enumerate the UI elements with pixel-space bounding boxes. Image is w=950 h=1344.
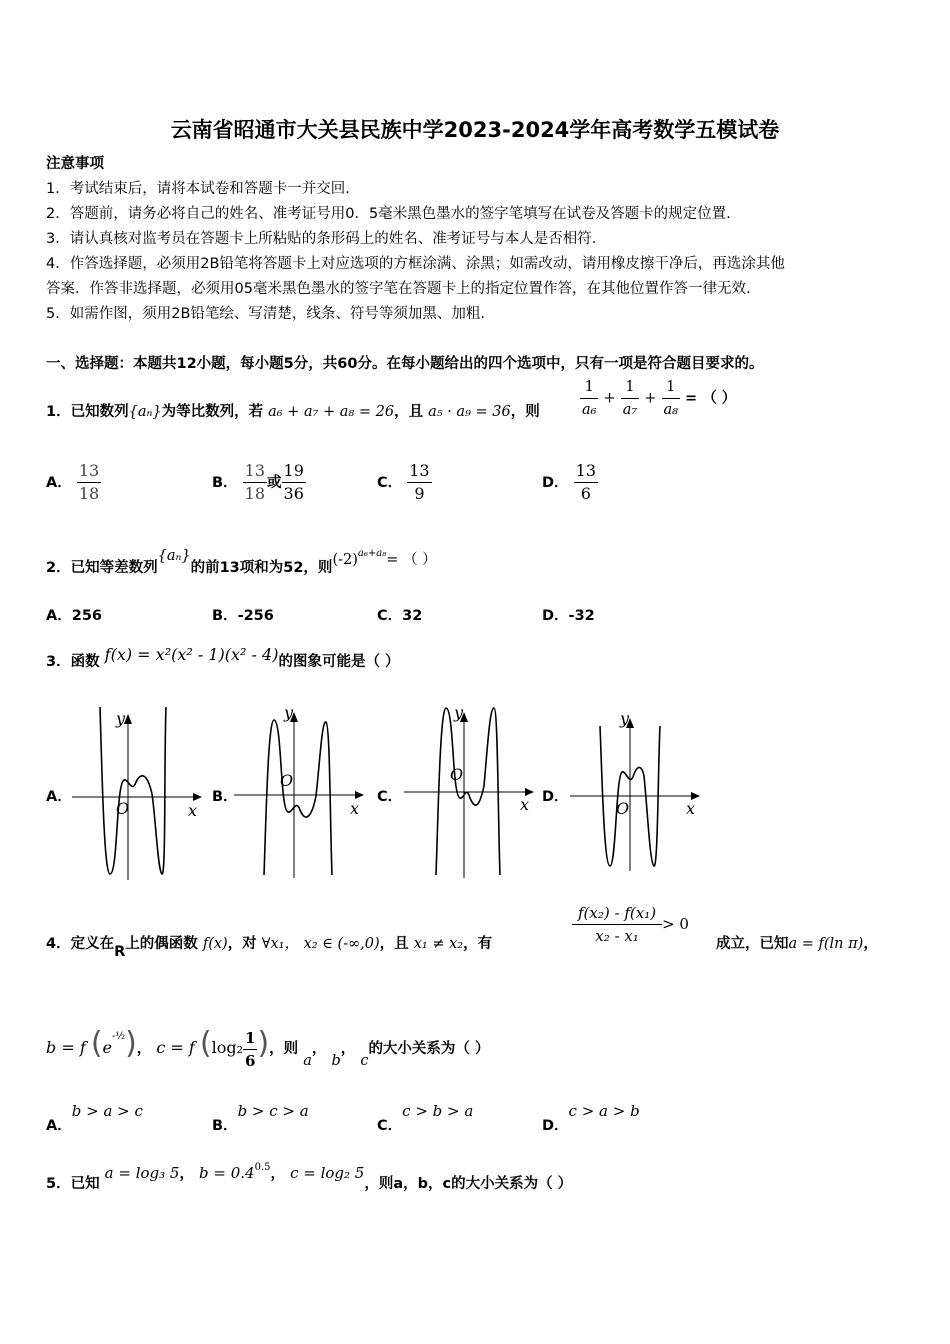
q4-end: 的大小关系为（ ） <box>368 1041 490 1057</box>
option-label: B． <box>212 1118 238 1134</box>
q4-b-e: e <box>102 1038 112 1057</box>
q3-graph-c[interactable] <box>404 700 539 880</box>
q1-eq2: a₅ · a₉ = 36 <box>428 404 511 420</box>
q1-option-b[interactable] <box>212 460 306 505</box>
q3-option-c-label[interactable]: C． <box>377 789 403 805</box>
q4-vc: c <box>360 1053 369 1069</box>
arrow-icon <box>355 791 364 799</box>
notes-heading: 注意事项 <box>46 156 104 172</box>
q3-graph-d[interactable] <box>570 706 705 876</box>
question-2 <box>46 548 437 577</box>
q5-c: c = log₂ 5 <box>290 1164 365 1182</box>
note-item: 答案．作答非选择题，必须用05毫米黑色墨水的签字笔在答题卡上的指定位置作答，在其他位置作答一律无效. <box>46 281 751 297</box>
q4-mid5: 成立，已知 <box>716 936 789 952</box>
q4-option-c[interactable] <box>377 1100 474 1134</box>
q2-seq: {aₙ} <box>157 548 191 564</box>
fraction: $\frac{1}{\text{a₇}}$ <box>621 376 639 421</box>
q4-vb: b <box>331 1053 341 1069</box>
q4-R: R <box>114 944 126 960</box>
q3-end: 的图象可能是（ ） <box>278 654 400 670</box>
q4-pre: 4．定义在 <box>46 936 115 952</box>
q1-mid3: ，则 <box>510 404 540 420</box>
option-value: 256 <box>71 608 103 624</box>
option-value: c > a > b <box>568 1102 640 1120</box>
q4-mid4: ，有 <box>463 936 493 952</box>
q3-graph-b[interactable] <box>234 700 369 880</box>
plus-sign: + <box>603 390 616 407</box>
fraction: $\frac{19}{36}$ <box>283 461 304 503</box>
option-label: A． <box>46 475 72 491</box>
fraction: $\frac{13}{18}$ <box>78 461 100 503</box>
x-label: x <box>188 801 198 820</box>
q4-inequality <box>572 902 689 947</box>
q4-then: ，则 <box>269 1041 299 1057</box>
origin-label: O <box>116 799 130 818</box>
q2-mid: 的前13项和为52，则 <box>190 560 333 576</box>
q2-pre: 2．已知等差数列 <box>46 560 158 576</box>
option-label: A． <box>46 608 72 624</box>
q4-forall: ∀x₁， x₂ ∈ (-∞,0) <box>261 936 380 952</box>
q5-b: b = 0.4 <box>199 1164 255 1182</box>
q4-option-b[interactable] <box>212 1100 309 1134</box>
q4-option-d[interactable] <box>542 1100 640 1134</box>
fraction: $\frac{13}{18}$ <box>244 461 266 503</box>
option-value: -32 <box>568 608 595 624</box>
x-label: x <box>686 799 696 818</box>
option-value: -256 <box>237 608 274 624</box>
option-label: C． <box>377 475 403 491</box>
option-value: b > c > a <box>237 1102 309 1120</box>
y-label: y <box>284 703 294 722</box>
q4-option-a[interactable] <box>46 1100 143 1134</box>
option-label: D． <box>542 608 569 624</box>
q2-end: = （ ） <box>386 552 437 568</box>
option-label: B． <box>212 475 238 491</box>
q4-sep: ， <box>311 1041 327 1057</box>
q2-option-c[interactable] <box>377 604 422 625</box>
q5-sep: ， <box>179 1166 194 1182</box>
q4-c-log: log₂ <box>211 1038 244 1057</box>
q4-comma: ， <box>863 936 878 952</box>
section-heading: 一、选择题：本题共12小题，每小题5分，共60分。在每小题给出的四个选项中，只有一项是符合题目要求的。 <box>46 356 764 372</box>
fraction: $\frac{13}{9}$ <box>409 461 430 503</box>
question-1 <box>46 400 540 421</box>
q1-option-d[interactable] <box>542 460 598 505</box>
q4-va: a <box>303 1053 312 1069</box>
q2-option-a[interactable] <box>46 604 102 625</box>
fraction: $\frac{1}{6}$ <box>245 1028 256 1070</box>
q4-mid3: ，且 <box>379 936 409 952</box>
origin-label: O <box>280 771 294 790</box>
q5-pre: 5．已知 <box>46 1176 100 1192</box>
q4-fx: f(x) <box>202 936 228 952</box>
q1-mid2: ，且 <box>394 404 424 420</box>
option-label: C． <box>377 1118 403 1134</box>
option-value: 32 <box>402 608 423 624</box>
q5-end: ，则a，b，c的大小关系为（ ） <box>364 1176 573 1192</box>
question-5 <box>46 1162 573 1192</box>
fraction: $\frac{\text{f(x₂) - f(x₁)}}{\text{x₂ - x₁}}$ <box>572 902 662 947</box>
q4-c-def: c = f <box>156 1038 195 1057</box>
fraction: $\frac{1}{\text{a₆}}$ <box>580 376 598 421</box>
x-label: x <box>350 799 360 818</box>
q1-option-c[interactable] <box>377 460 432 505</box>
y-label: y <box>620 709 630 728</box>
q4-mid1: 上的偶函数 <box>125 936 198 952</box>
origin-label: O <box>616 799 630 818</box>
q4-line2: b = f $(e^{-\frac{1}{2}})$， c = f (log₂ $\frac{1}{6}$ )，则 a， b， c的大小关系为（ ） <box>46 1026 490 1070</box>
question-3 <box>46 645 400 671</box>
note-item: 2．答题前，请务必将自己的姓名、准考证号用0．5毫米黑色墨水的签字笔填写在试卷及答题卡的规定位置. <box>46 206 731 222</box>
q4-mid2: ，对 <box>227 936 257 952</box>
question-4 <box>46 932 493 960</box>
page-title: 云南省昭通市大关县民族中学2023-2024学年高考数学五模试卷 <box>170 118 780 142</box>
note-item: 3．请认真核对监考员在答题卡上所粘贴的条形码上的姓名、准考证号与本人是否相符. <box>46 231 597 247</box>
or-word: 或 <box>267 475 282 491</box>
q4-sep: ， <box>136 1041 152 1057</box>
q4-a-def: a = f(ln π) <box>788 936 864 952</box>
fraction: $\frac{1}{\text{a₈}}$ <box>662 376 680 421</box>
q4-b-exp: -½ <box>112 1031 126 1042</box>
fraction: $\frac{13}{6}$ <box>575 461 596 503</box>
note-item: 1．考试结束后，请将本试卷和答题卡一并交回. <box>46 181 350 197</box>
q5-sep: ， <box>270 1166 285 1182</box>
q3-graph-a[interactable] <box>72 702 207 882</box>
y-label: y <box>454 703 464 722</box>
plus-sign: + <box>644 390 657 407</box>
q2-expr: (-2) <box>332 552 358 568</box>
q3-option-d-label[interactable]: D． <box>542 789 569 805</box>
q1-eq1: a₆ + a₇ + a₈ = 26 <box>268 404 395 420</box>
q4-neq: x₁ ≠ x₂ <box>413 936 464 952</box>
q4-line1-end <box>716 932 878 953</box>
q4-b-def: b = f <box>46 1038 86 1057</box>
function-curve <box>100 707 166 874</box>
x-label: x <box>520 795 530 814</box>
q1-sum-fractions <box>580 376 736 421</box>
q1-pre: 1．已知数列 <box>46 404 129 420</box>
q3-option-a-label[interactable]: A． <box>46 789 72 805</box>
q2-option-d[interactable] <box>542 604 595 625</box>
q1-seq: {aₙ} <box>128 404 162 420</box>
option-value: c > b > a <box>402 1102 474 1120</box>
q1-end: = （ ） <box>685 390 737 407</box>
q1-option-a[interactable] <box>46 460 101 505</box>
option-value: b > a > c <box>71 1102 143 1120</box>
option-label: D． <box>542 475 569 491</box>
note-item: 5．如需作图，须用2B铅笔绘、写清楚，线条、符号等须加黑、加粗. <box>46 306 486 322</box>
note-item: 4．作答选择题，必须用2B铅笔将答题卡上对应选项的方框涂满、涂黑；如需改动，请用橡皮擦干净后，再选涂其他 <box>46 256 785 272</box>
function-curve <box>264 720 332 875</box>
q3-option-b-label[interactable]: B． <box>212 789 238 805</box>
q1-mid1: 为等比数列，若 <box>161 404 264 420</box>
q2-option-b[interactable] <box>212 604 274 625</box>
arrow-icon <box>193 793 202 801</box>
q3-expr: f(x) = x²(x² - 1)(x² - 4) <box>104 645 279 664</box>
option-label: A． <box>46 1118 72 1134</box>
option-label: D． <box>542 1118 569 1134</box>
q5-b-exp: 0.5 <box>254 1162 271 1173</box>
origin-label: O <box>450 765 464 784</box>
q2-exp: a₆+a₈ <box>357 548 387 559</box>
q4-sep: ， <box>340 1041 356 1057</box>
option-label: C． <box>377 608 403 624</box>
option-label: B． <box>212 608 238 624</box>
y-label: y <box>116 709 126 728</box>
q5-a: a = log₃ 5 <box>104 1164 180 1182</box>
q4-gt: > 0 <box>662 915 689 933</box>
q3-pre: 3．函数 <box>46 654 100 670</box>
arrow-icon <box>124 714 132 724</box>
